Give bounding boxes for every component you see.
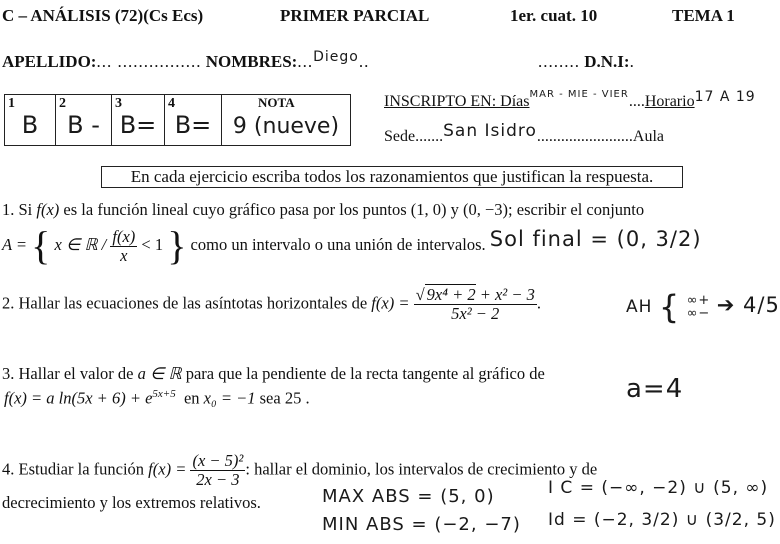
grade-nota-cell <box>222 95 351 146</box>
question-3-line2 <box>4 388 310 409</box>
aula-label: Aula <box>632 128 665 145</box>
q4-fraction <box>190 452 245 489</box>
nota-label: NOTA <box>258 95 295 110</box>
q3-text-b: para que la pendiente de la recta tangente al gráfico de <box>185 364 545 383</box>
q1-answer: Sol final = (0, 3/2) <box>489 226 702 251</box>
q2-ans-bottom: ∞− <box>686 306 711 321</box>
sede-dots: ....... <box>415 128 444 145</box>
inscripto-label: INSCRIPTO EN: Días <box>384 93 530 110</box>
question-4-line2: decrecimiento y los extremos relativos. <box>2 493 261 512</box>
q2-num-rest: + x² − 3 <box>479 285 535 304</box>
dni-dots: ........ <box>538 52 580 71</box>
q1-intro: 1. Si <box>2 200 33 219</box>
sede-label: Sede <box>384 128 416 145</box>
question-2 <box>2 286 541 323</box>
dni-label: D.N.I: <box>584 52 630 71</box>
grade-cell-number: 1 <box>8 96 15 111</box>
q1-frac-den: x <box>120 245 128 265</box>
student-line <box>2 49 370 72</box>
q4-min: MIN ABS = (−2, −7) <box>322 514 521 535</box>
inscripto-line <box>384 89 756 111</box>
grade-cell-1 <box>5 95 56 146</box>
q1-set-cond: x ∈ ℝ / <box>54 234 107 254</box>
q1-brace-open: { <box>31 223 51 268</box>
q2-num-root: 9x⁴ + 2 <box>426 285 476 304</box>
sede-value: San Isidro <box>443 121 537 141</box>
exam-tema: TEMA 1 <box>672 6 735 25</box>
question-3-line1 <box>2 364 545 384</box>
q2-end: . <box>536 293 542 313</box>
q2-frac-num: √ 9x⁴ + 2 + x² − 3 <box>415 285 535 304</box>
grade-mark: B <box>21 111 39 139</box>
q1-line2: como un intervalo o una unión de intervalos. <box>190 234 486 254</box>
q4-frac-den: 2x − 3 <box>196 470 240 489</box>
q1-fraction <box>110 228 137 265</box>
q1-text: es la función lineal cuyo gráfico pasa por los puntos <box>63 200 407 219</box>
q2-ans-cases <box>687 294 711 320</box>
q3-x0: x₀ = −1 <box>203 388 256 408</box>
q4-fx: f(x) = <box>148 459 187 479</box>
question-1-line2 <box>2 223 702 268</box>
q1-point1: (1, 0) <box>410 200 447 219</box>
q2-fraction <box>414 286 537 323</box>
grade-cell-3 <box>112 95 165 146</box>
q1-lt: < 1 <box>141 234 164 254</box>
apellido-label: APELLIDO: <box>2 52 97 71</box>
q4-text-b: : hallar el dominio, los intervalos de crecimiento y de <box>245 459 598 479</box>
q3-formula: f(x) = a ln(5x + 6) + e <box>4 388 153 408</box>
inscripto-dots-a: .... <box>628 93 645 110</box>
q1-fx: f(x) <box>36 200 60 219</box>
exam-period: 1er. cuat. 10 <box>510 6 598 25</box>
q4-frac-num: (x − 5)² <box>192 451 244 470</box>
grade-cell-4 <box>165 95 222 146</box>
nombres-value: Diego <box>313 49 359 65</box>
q2-answer <box>626 288 780 326</box>
horario-value: 17 A 19 <box>694 89 756 105</box>
grade-table <box>4 94 351 146</box>
apellido-dots: ... ................ <box>96 52 202 71</box>
grade-cell-2 <box>56 95 112 146</box>
grade-cell-number: 3 <box>115 96 122 111</box>
q1-point2: (0, −3); <box>463 200 513 219</box>
q2-frac-den: 5x² − 2 <box>451 304 500 323</box>
dni-dots-post: . <box>629 52 635 71</box>
q2-ans-top: ∞+ <box>686 293 711 308</box>
grade-cell-number: 2 <box>59 96 66 111</box>
q1-and: y <box>450 200 459 219</box>
dias-value: MAR - MIE - VIER <box>529 89 629 100</box>
grade-mark: B= <box>174 111 212 139</box>
q4-ic: I C = (−∞, −2) ∪ (5, ∞) <box>548 478 769 498</box>
q4-max: MAX ABS = (5, 0) <box>322 486 495 507</box>
exam-title: PRIMER PARCIAL <box>280 6 430 25</box>
q3-a-in-r: a ∈ ℝ <box>137 364 182 383</box>
q4-text: 4. Estudiar la función <box>2 459 145 479</box>
nota-value: 9 (nueve) <box>232 114 340 139</box>
grade-cell-number: 4 <box>168 96 175 111</box>
q2-ans-label: AH <box>626 297 653 317</box>
q1-set-lhs: A = <box>2 234 28 254</box>
q3-sea: sea 25 . <box>259 388 310 408</box>
q1-brace-close: } <box>167 223 187 268</box>
q4-id: Id = (−2, 3/2) ∪ (3/2, 5) <box>548 510 776 530</box>
grade-mark: B= <box>119 111 157 139</box>
q3-en: en <box>183 388 200 408</box>
dni-line <box>538 52 635 72</box>
course-title: C – ANÁLISIS (72)(Cs Ecs) <box>2 6 204 25</box>
q2-ans-value: ➔ 4/5 <box>716 293 780 317</box>
question-4-line1 <box>2 452 597 489</box>
grade-mark: B - <box>67 111 100 139</box>
q3-answer: a=4 <box>626 374 684 404</box>
nombres-dots-post: .. <box>358 52 370 71</box>
instructions-banner: En cada ejercicio escriba todos los razonamientos que justifican la respuesta. <box>101 166 683 188</box>
q1-text-end: escribir el conjunto <box>516 200 645 219</box>
nombres-label: NOMBRES: <box>205 52 298 71</box>
q2-fx: f(x) = <box>371 293 410 313</box>
q3-text: 3. Hallar el valor de <box>2 364 134 383</box>
question-1-line1 <box>2 200 644 220</box>
horario-label: Horario <box>644 93 695 110</box>
q2-ans-brace: { <box>658 288 681 326</box>
q1-frac-num: f(x) <box>112 226 136 246</box>
q2-text: 2. Hallar las ecuaciones de las asíntotas horizontales de <box>2 293 368 313</box>
sede-dots-post: ........................ <box>536 128 633 145</box>
nombres-dots-pre: ... <box>297 52 314 71</box>
sede-line <box>384 121 665 146</box>
q3-exp: 5x+5 <box>152 388 176 400</box>
